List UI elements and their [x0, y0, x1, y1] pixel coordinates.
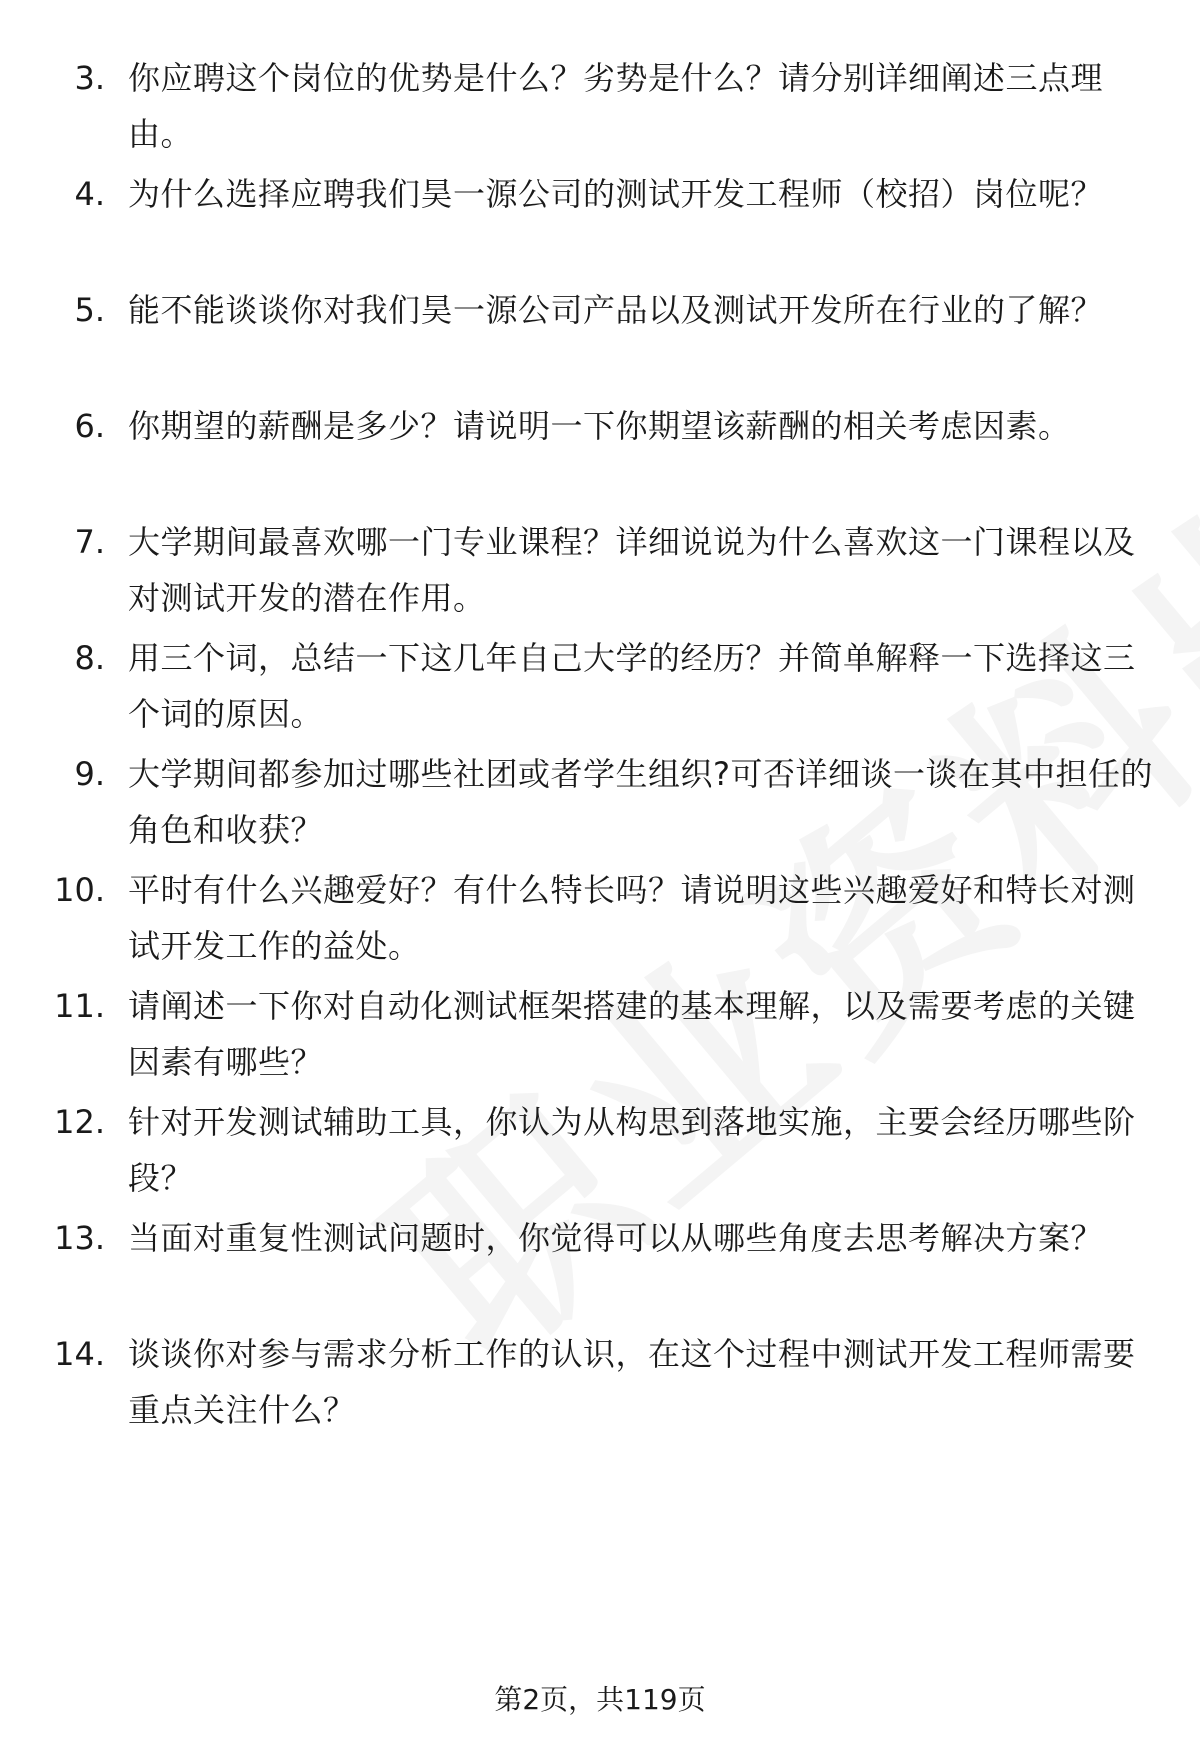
question-text: 大学期间都参加过哪些社团或者学生组织?可否详细谈一谈在其中担任的角色和收获？ [128, 755, 1153, 849]
question-text: 平时有什么兴趣爱好？有什么特长吗？请说明这些兴趣爱好和特长对测试开发工作的益处。 [128, 871, 1136, 965]
question-text: 针对开发测试辅助工具，你认为从构思到落地实施，主要会经历哪些阶段？ [128, 1103, 1136, 1197]
list-item [0, 862, 1200, 972]
question-number: 9. [74, 755, 105, 793]
question-number: 11. [54, 987, 105, 1025]
question-number: 8. [74, 639, 105, 677]
question-number: 14. [54, 1335, 105, 1373]
question-text: 你应聘这个岗位的优势是什么？劣势是什么？请分别详细阐述三点理由。 [128, 59, 1104, 153]
list-item [0, 282, 1200, 392]
question-text: 用三个词，总结一下这几年自己大学的经历？并简单解释一下选择这三个词的原因。 [128, 639, 1136, 733]
question-text: 谈谈你对参与需求分析工作的认识，在这个过程中测试开发工程师需要重点关注什么？ [128, 1335, 1136, 1429]
question-text: 请阐述一下你对自动化测试框架搭建的基本理解，以及需要考虑的关键因素有哪些？ [128, 987, 1136, 1081]
question-number: 4. [74, 175, 105, 213]
page-number-label: 第2页，共119页 [494, 1683, 706, 1716]
question-number: 3. [74, 59, 105, 97]
list-item [0, 1326, 1200, 1436]
question-number: 6. [74, 407, 105, 445]
list-item [0, 978, 1200, 1088]
question-number: 13. [54, 1219, 105, 1257]
list-item [0, 630, 1200, 740]
question-number: 10. [54, 871, 105, 909]
list-item [0, 50, 1200, 160]
question-number: 12. [54, 1103, 105, 1141]
question-text: 能不能谈谈你对我们昊一源公司产品以及测试开发所在行业的了解？ [128, 291, 1104, 329]
list-item [0, 398, 1200, 508]
question-text: 大学期间最喜欢哪一门专业课程？详细说说为什么喜欢这一门课程以及对测试开发的潜在作用。 [128, 523, 1136, 617]
page-footer [0, 1680, 1200, 1720]
question-number: 7. [74, 523, 105, 561]
list-item [0, 746, 1200, 856]
list-item [0, 514, 1200, 624]
question-text: 你期望的薪酬是多少？请说明一下你期望该薪酬的相关考虑因素。 [128, 407, 1071, 445]
question-text: 当面对重复性测试问题时，你觉得可以从哪些角度去思考解决方案？ [128, 1219, 1104, 1257]
question-number: 5. [74, 291, 105, 329]
question-text: 为什么选择应聘我们昊一源公司的测试开发工程师（校招）岗位呢？ [128, 175, 1104, 213]
list-item [0, 1094, 1200, 1204]
list-item [0, 166, 1200, 276]
list-item [0, 1210, 1200, 1320]
